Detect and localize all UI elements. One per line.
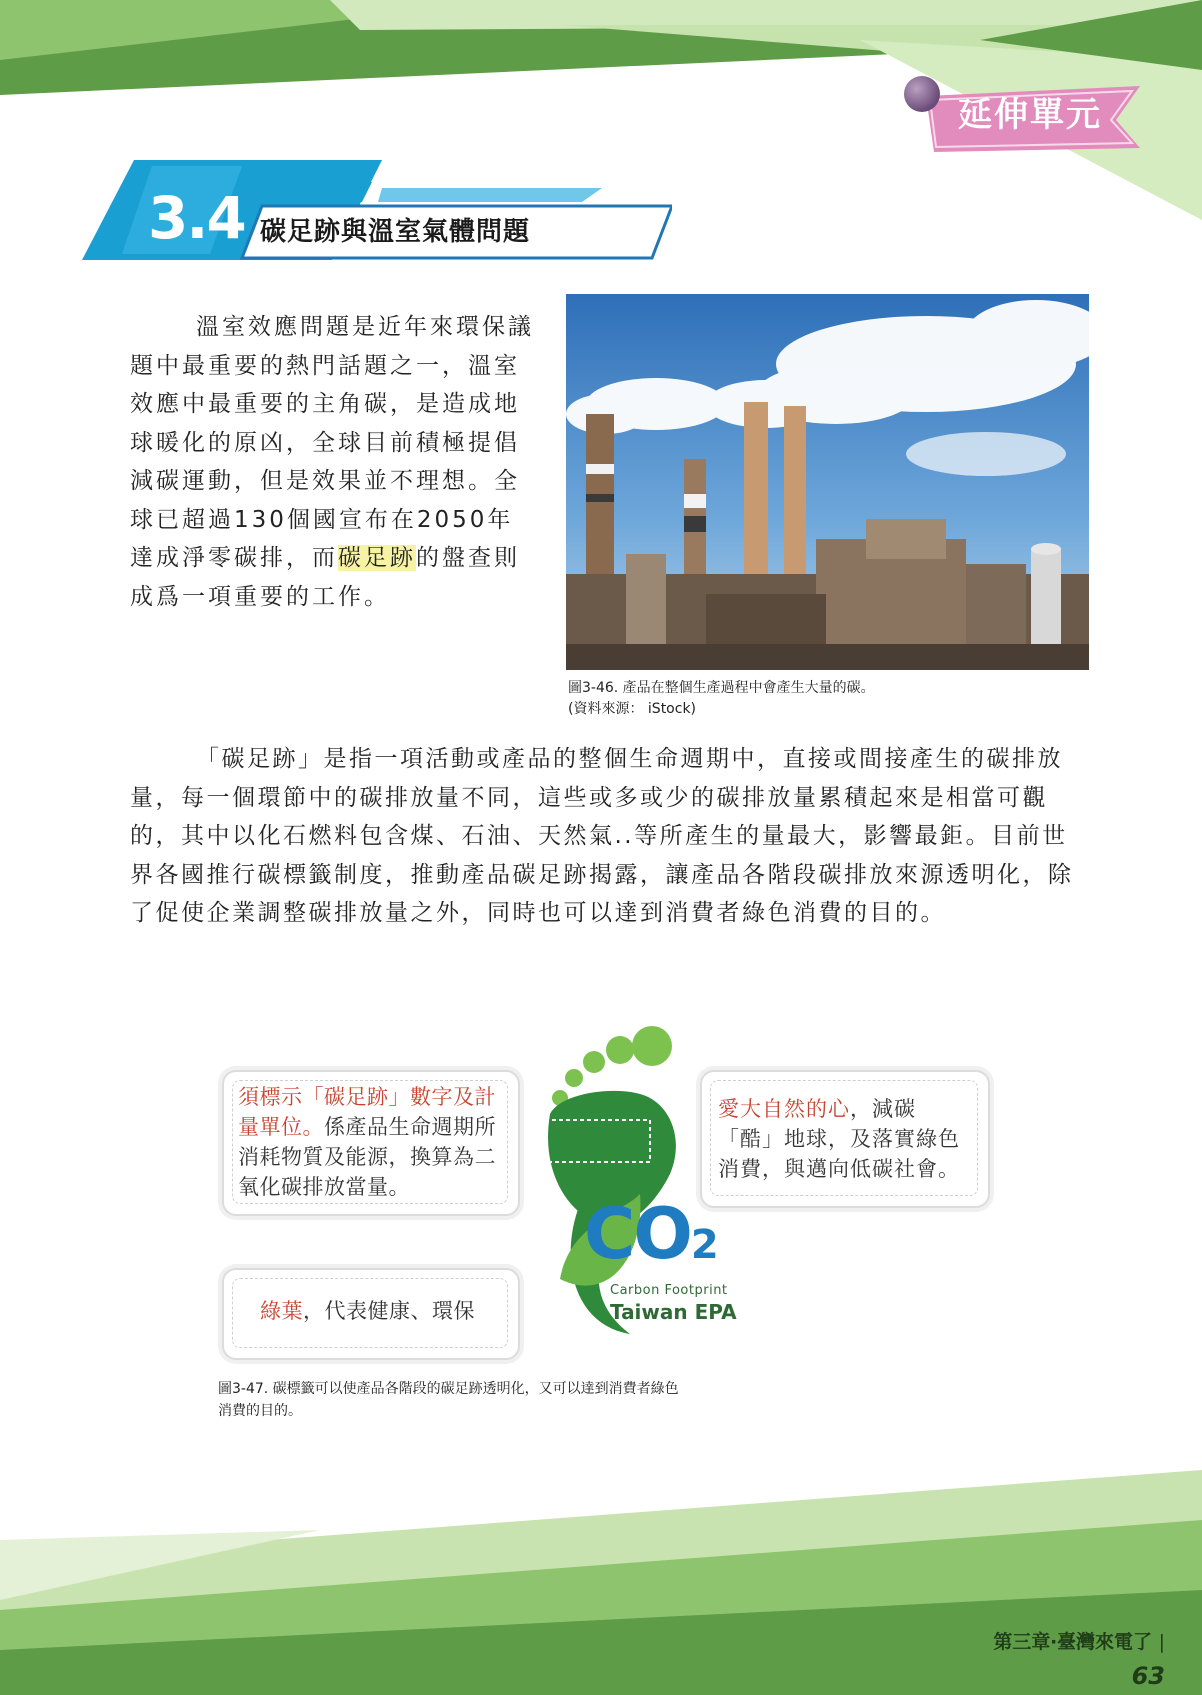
callout-emphasis: 須標示「碳足跡」數字及計量單位。: [238, 1085, 496, 1139]
callout-text: [718, 1094, 970, 1184]
intro-text-end: 的盤查則成爲一項重要的工作。: [130, 545, 520, 610]
logo-caption-line1: Carbon Footprint: [610, 1283, 728, 1298]
extension-unit-label: 延伸單元: [958, 95, 1102, 135]
page-footer: [955, 1625, 1165, 1690]
section-title: 碳足跡與溫室氣體問題: [260, 217, 531, 247]
caption-source: (資料來源： iStock): [568, 701, 697, 717]
paragraph-text: 「碳足跡」是指一項活動或產品的整個生命週期中，直接或間接產生的碳排放量，每一個環節中的碳排放量不同，這些或多或少的碳排放量累積起來是相當可觀的，其中以化石燃料包含煤、石油、天然氣..等所產生的量最大，影響最鉅。目前世界各國推行碳標籤制度，推動產品碳足跡揭露，讓產品各階段碳排放來源透明化，除了促使企業調整碳排放量之外，同時也可以達到消費者綠色消費的目的。: [130, 746, 1074, 926]
callout-text: [260, 1296, 500, 1326]
page-number: 63: [1131, 1662, 1165, 1690]
callout-body: 係產品生命週期所消耗物質及能源，換算為二氧化碳排放當量。: [238, 1115, 496, 1199]
callout-text: [238, 1082, 506, 1202]
carbon-footprint-paragraph: [130, 740, 1090, 1010]
section-number: 3.4: [148, 184, 245, 252]
logo-co2-text: [584, 1193, 734, 1275]
co2-main: CO: [584, 1193, 691, 1275]
callout-box-left-top: [222, 1070, 520, 1216]
caption-line: 圖3-46. 產品在整個生產過程中會產生大量的碳。: [568, 680, 875, 696]
intro-paragraph: [130, 308, 538, 708]
logo-caption-line2: Taiwan EPA: [610, 1300, 737, 1324]
callout-emphasis: 綠葉: [260, 1299, 303, 1323]
figure-3-46-caption: [568, 678, 1098, 722]
intro-text-start: 溫室效應問題是近年來環保議題中最重要的熱門話題之一，溫室效應中最重要的主角碳，是造成地球暖化的原凶，全球目前積極提倡減碳運動，但是效果並不理想。全球已超過130個國宣布在2050年達成淨零碳排，而: [130, 314, 534, 571]
co2-subscript: 2: [690, 1222, 717, 1268]
caption-line: 消費的目的。: [218, 1403, 302, 1419]
callout-body: ，代表健康、環保: [303, 1299, 475, 1323]
chapter-title: 第三章‧臺灣來電了: [993, 1631, 1152, 1653]
footer-divider: |: [1158, 1631, 1165, 1653]
power-plant-photo: [566, 294, 1089, 670]
callout-box-left-bottom: [222, 1268, 520, 1360]
ribbon-pin-icon: [904, 76, 940, 112]
callout-emphasis: 愛大自然的心: [718, 1097, 850, 1121]
figure-3-47-caption: [218, 1378, 1018, 1424]
caption-line: 圖3-47. 碳標籤可以使產品各階段的碳足跡透明化，又可以達到消費者綠色: [218, 1381, 679, 1397]
highlighted-term: 碳足跡: [338, 545, 416, 571]
callout-body: ，減碳「酷」地球，及落實綠色消費，與邁向低碳社會。: [718, 1097, 960, 1181]
